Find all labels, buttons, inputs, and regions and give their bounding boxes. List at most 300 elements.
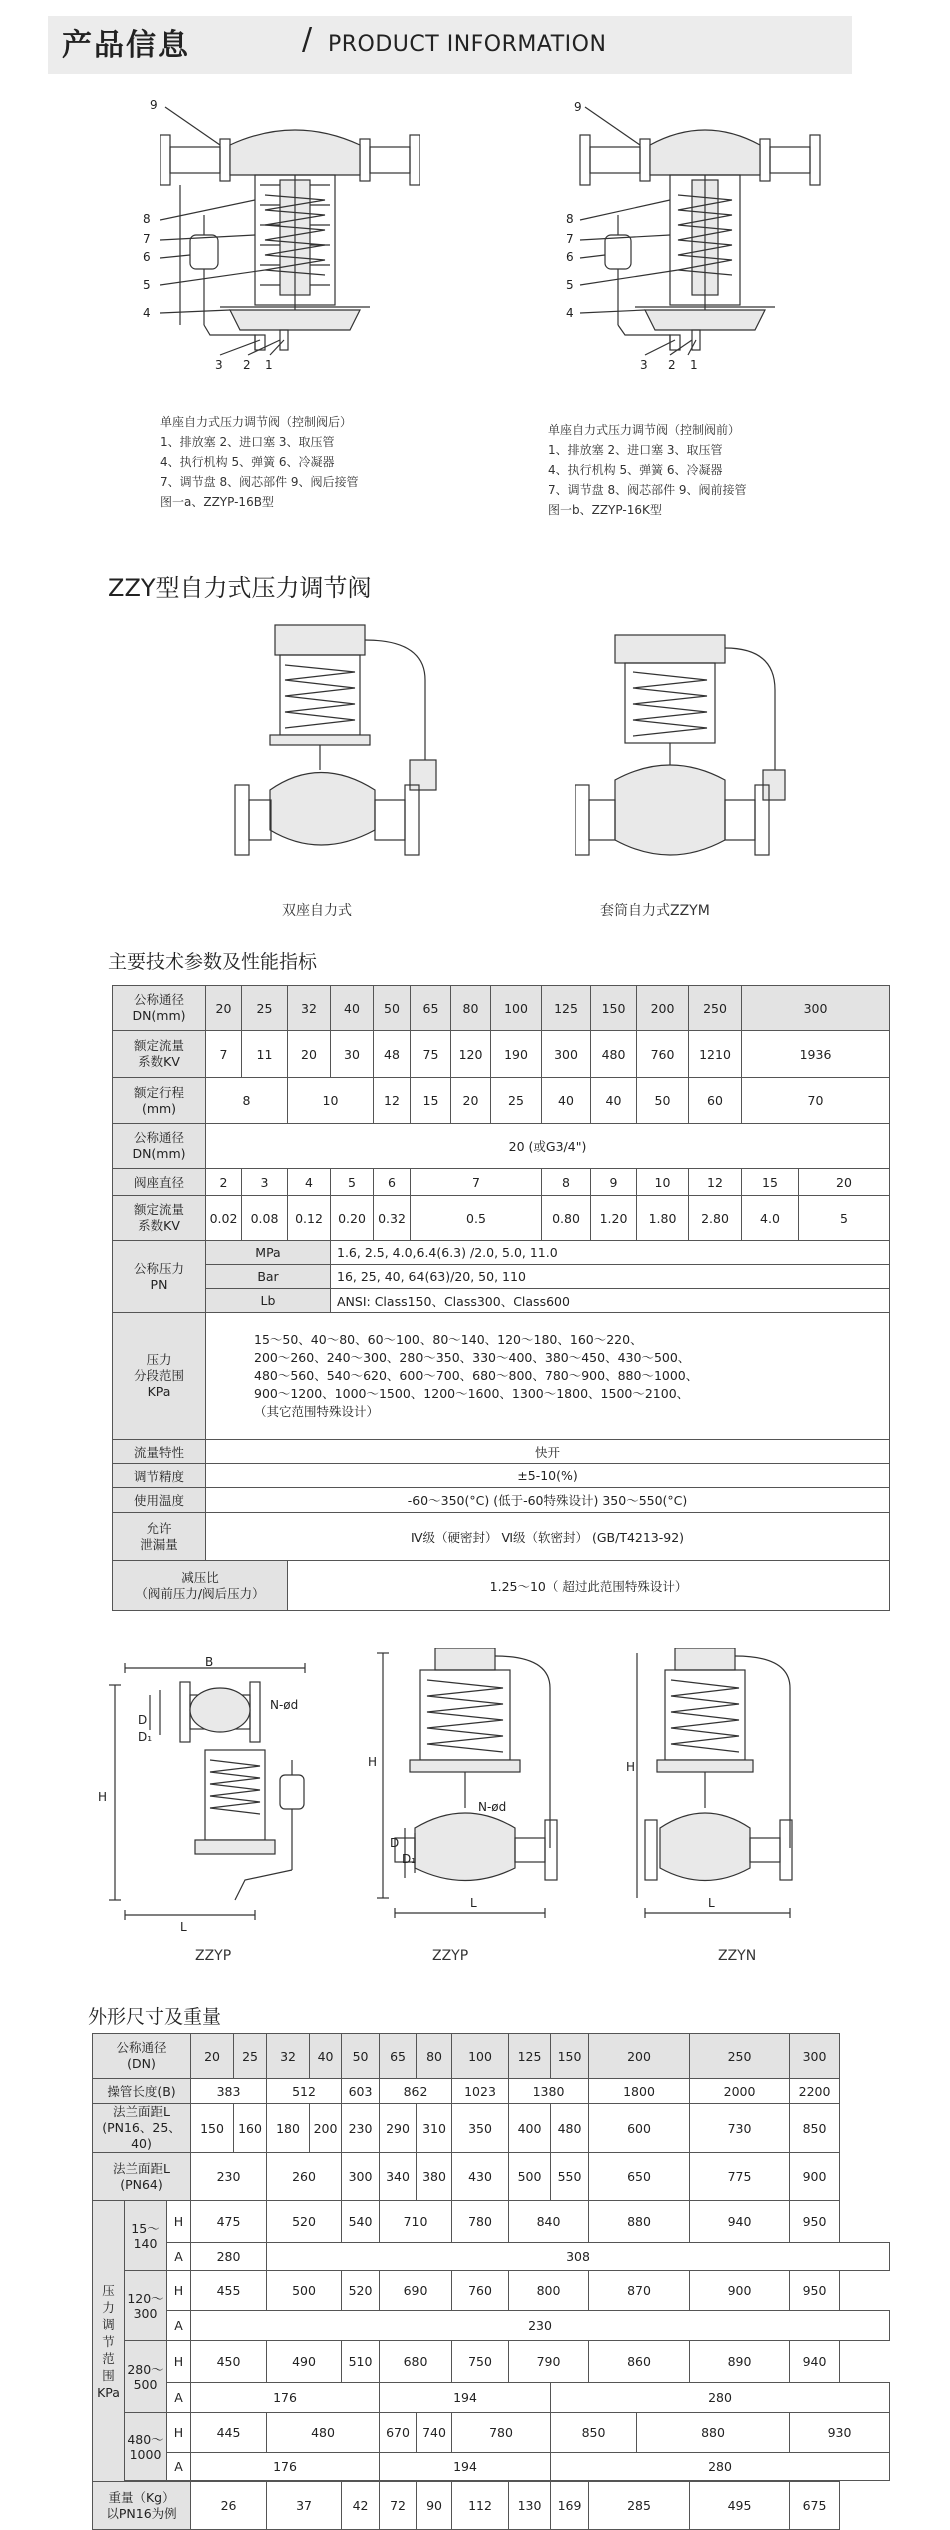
spec-leak-value: Ⅳ级（硬密封） Ⅵ级（软密封） (GB/T4213-92): [206, 1513, 890, 1561]
spec-pn-value: ANSI: Class150、Class300、Class600: [331, 1289, 890, 1313]
spec-row-temp: [113, 1488, 890, 1513]
dim-mark-nd: N-ød: [270, 1698, 299, 1712]
double-seat-valve-image: [225, 620, 445, 890]
dim-dn-cell: 250: [690, 2034, 790, 2079]
callout-2-a: 2: [243, 358, 251, 372]
callout-7-a: 7: [143, 232, 151, 246]
dim-kpa-label: 压 力 调 节 范 围 KPa: [93, 2201, 125, 2482]
dim-w-cell: 37: [267, 2482, 342, 2530]
spec-row-pn-bar: [113, 1265, 890, 1289]
spec-seat-cell: 8: [542, 1169, 591, 1196]
spec-kv-cell: 120: [451, 1031, 491, 1078]
callout-3-b: 3: [640, 358, 648, 372]
spec-kv2-cell: 0.08: [242, 1196, 288, 1241]
dim-a-cell: 280: [551, 2383, 890, 2413]
dim-row-b: [93, 2079, 890, 2104]
spec-kv-cell: 11: [242, 1031, 288, 1078]
spec-range-line: 15～50、40～80、60～100、80～140、120～180、160～220、: [254, 1332, 643, 1347]
dim-l64-cell: 340: [380, 2153, 417, 2201]
dim-h-cell: 940: [790, 2341, 840, 2383]
callout-9-a: 9: [150, 98, 158, 112]
dim-a-cell: 176: [191, 2453, 380, 2481]
dim-h-cell: 780: [452, 2201, 509, 2243]
dim-a-tag: A: [167, 2243, 191, 2271]
caption-line: 7、调节盘 8、阀芯部件 9、阀后接管: [160, 475, 359, 489]
dim-l16-cell: 850: [790, 2104, 840, 2153]
dim-w-cell: 90: [417, 2482, 452, 2530]
spec-stroke-cell: 8: [206, 1078, 288, 1124]
dim-dn-cell: 20: [191, 2034, 234, 2079]
caption-line: 4、执行机构 5、弹簧 6、冷凝器: [548, 463, 723, 477]
spec-stroke-cell: 70: [742, 1078, 890, 1124]
spec-flow-label: 流量特性: [113, 1440, 206, 1464]
spec-kv2-cell: 0.80: [542, 1196, 591, 1241]
spec-row-stroke: [113, 1078, 890, 1124]
dim-l16-cell: 290: [380, 2104, 417, 2153]
dim-mark-l: L: [708, 1896, 715, 1910]
caption-line: 1、排放塞 2、进口塞 3、取压管: [548, 443, 723, 457]
spec-stroke-cell: 40: [542, 1078, 591, 1124]
spec-dn-cell: 25: [242, 986, 288, 1031]
dim-h-cell: 750: [452, 2341, 509, 2383]
dimension-drawing-zzyp-2: [375, 1648, 605, 1938]
dim-h-cell: 850: [551, 2413, 637, 2453]
dim-w-cell: 495: [690, 2482, 790, 2530]
dim-l16-cell: 310: [417, 2104, 452, 2153]
dim-w-cell: 169: [551, 2482, 589, 2530]
dim-h-cell: 860: [589, 2341, 690, 2383]
dim-h-cell: 940: [690, 2201, 790, 2243]
dim-a-cell: 194: [380, 2453, 551, 2481]
dim-l64-cell: 650: [589, 2153, 690, 2201]
dim-row-r2-h: [93, 2271, 890, 2311]
spec-pn-unit: MPa: [206, 1241, 331, 1265]
spec-kv-label: 额定流量 系数KV: [113, 1031, 206, 1078]
spec-leak-label: 允许 泄漏量: [113, 1513, 206, 1561]
dim-a-cell: 280: [551, 2453, 890, 2481]
spec-stroke-cell: 20: [451, 1078, 491, 1124]
dim-title: 外形尺寸及重量: [88, 2006, 222, 2028]
spec-kv2-cell: 5: [799, 1196, 890, 1241]
spec-ratio-label: 减压比 （阀前压力/阀后压力）: [113, 1561, 288, 1611]
dim-l64-cell: 300: [342, 2153, 380, 2201]
dim-dn-cell: 25: [234, 2034, 267, 2079]
photo-label-double-seat: 双座自力式: [282, 903, 352, 919]
dim-h-cell: 880: [637, 2413, 790, 2453]
dim-w-cell: 130: [509, 2482, 551, 2530]
dim-dn-cell: 125: [509, 2034, 551, 2079]
spec-dn-cell: 250: [689, 986, 742, 1031]
spec-kv2-cell: 0.12: [288, 1196, 331, 1241]
spec-dn-cell: 50: [374, 986, 411, 1031]
dim-h-tag: H: [167, 2271, 191, 2311]
dim-h-cell: 480: [267, 2413, 380, 2453]
callout-1-b: 1: [690, 358, 698, 372]
drawing-label-zzyp-2: ZZYP: [432, 1948, 469, 1964]
spec-range-line: 200～260、240～300、280～350、330～400、380～450、430～500、: [254, 1350, 691, 1365]
dim-a-cell: 194: [380, 2383, 551, 2413]
dim-mark-d: D: [390, 1836, 400, 1850]
callout-4-a: 4: [143, 306, 151, 320]
dim-a-cell: 280: [191, 2243, 267, 2271]
spec-seat-cell: 15: [742, 1169, 799, 1196]
dim-l64-cell: 900: [790, 2153, 840, 2201]
header-title-cn: 产品信息: [62, 28, 190, 63]
callout-3-a: 3: [215, 358, 223, 372]
spec-row-pn-lb: [113, 1289, 890, 1313]
spec-row-leak: [113, 1513, 890, 1561]
callout-5-a: 5: [143, 278, 151, 292]
dim-h-cell: 490: [267, 2341, 342, 2383]
drawing-label-zzyn: ZZYN: [718, 1948, 757, 1964]
spec-kv2-cell: 1.20: [591, 1196, 637, 1241]
spec-seat-cell: 6: [374, 1169, 411, 1196]
spec-dn-cell: 150: [591, 986, 637, 1031]
spec-dn-cell: 125: [542, 986, 591, 1031]
dim-b-cell: 1380: [509, 2079, 589, 2104]
callout-2-b: 2: [668, 358, 676, 372]
dim-b-cell: 383: [191, 2079, 267, 2104]
callout-7-b: 7: [566, 232, 574, 246]
dimension-drawing-zzyn: [635, 1648, 835, 1938]
spec-stroke-cell: 40: [591, 1078, 637, 1124]
dim-h-cell: 690: [380, 2271, 452, 2311]
dim-mark-h: H: [98, 1790, 108, 1804]
spec-stroke-cell: 15: [411, 1078, 451, 1124]
dim-row-r3-h: [93, 2341, 890, 2383]
spec-kv-cell: 300: [542, 1031, 591, 1078]
spec-row-kv2: [113, 1196, 890, 1241]
dim-h-cell: 510: [342, 2341, 380, 2383]
dim-dn-cell: 80: [417, 2034, 452, 2079]
dim-l16-cell: 480: [551, 2104, 589, 2153]
figure-a-caption: [160, 412, 359, 512]
spec-dn2-value: 20 (或G3/4"): [206, 1124, 890, 1169]
dim-h-cell: 870: [589, 2271, 690, 2311]
spec-kv2-cell: 0.02: [206, 1196, 242, 1241]
dim-dn-label: 公称通径 (DN): [93, 2034, 191, 2079]
spec-dn-cell: 100: [491, 986, 542, 1031]
spec-flow-value: 快开: [206, 1440, 890, 1464]
spec-temp-label: 使用温度: [113, 1488, 206, 1513]
dim-h-cell: 500: [267, 2271, 342, 2311]
spec-table: [112, 985, 890, 1611]
spec-title: 主要技术参数及性能指标: [108, 951, 318, 973]
spec-dn-cell: 200: [637, 986, 689, 1031]
dim-h-cell: 900: [690, 2271, 790, 2311]
dim-h-cell: 780: [452, 2413, 551, 2453]
dim-b-cell: 1023: [452, 2079, 509, 2104]
dim-w-cell: 42: [342, 2482, 380, 2530]
dim-row-l16: [93, 2104, 890, 2153]
dim-h-cell: 930: [790, 2413, 890, 2453]
dim-dn-cell: 40: [310, 2034, 342, 2079]
dim-mark-d: D: [138, 1713, 148, 1727]
spec-seat-cell: 12: [689, 1169, 742, 1196]
spec-seat-cell: 10: [637, 1169, 689, 1196]
dim-l64-cell: 775: [690, 2153, 790, 2201]
dim-h-tag: H: [167, 2341, 191, 2383]
dim-h-cell: 520: [342, 2271, 380, 2311]
dim-h-cell: 680: [380, 2341, 452, 2383]
dim-l16-cell: 350: [452, 2104, 509, 2153]
spec-dn-cell: 300: [742, 986, 890, 1031]
callout-6-a: 6: [143, 250, 151, 264]
dim-dn-cell: 50: [342, 2034, 380, 2079]
valve-section-drawing-a: [160, 95, 420, 395]
dim-mark-h: H: [626, 1760, 636, 1774]
spec-row-pn-mpa: [113, 1241, 890, 1265]
spec-stroke-cell: 60: [689, 1078, 742, 1124]
spec-kv2-cell: 1.80: [637, 1196, 689, 1241]
dim-row-l64: [93, 2153, 890, 2201]
dim-a-tag: A: [167, 2383, 191, 2413]
callout-5-b: 5: [566, 278, 574, 292]
spec-acc-value: ±5-10(%): [206, 1464, 890, 1488]
dim-b-cell: 1800: [589, 2079, 690, 2104]
dim-w-cell: 112: [452, 2482, 509, 2530]
callout-4-b: 4: [566, 306, 574, 320]
spec-pn-unit: Bar: [206, 1265, 331, 1289]
caption-line: 单座自力式压力调节阀（控制阀后）: [160, 415, 353, 429]
dim-dn-cell: 300: [790, 2034, 840, 2079]
spec-kv-cell: 480: [591, 1031, 637, 1078]
dim-l64-cell: 260: [267, 2153, 342, 2201]
dim-l64-label: 法兰面距L (PN64): [93, 2153, 191, 2201]
dim-l64-cell: 230: [191, 2153, 267, 2201]
dim-row-r4-a: [93, 2453, 890, 2481]
spec-dn-cell: 20: [206, 986, 242, 1031]
dim-row-r4-h: [93, 2413, 890, 2453]
spec-pn-value: 1.6, 2.5, 4.0,6.4(6.3) /2.0, 5.0, 11.0: [331, 1241, 890, 1265]
spec-seat-cell: 20: [799, 1169, 890, 1196]
caption-line: 图一b、ZZYP-16K型: [548, 503, 662, 517]
spec-seat-cell: 9: [591, 1169, 637, 1196]
dim-row-r2-a: [93, 2311, 890, 2341]
dim-b-cell: 512: [267, 2079, 342, 2104]
dim-w-cell: 26: [191, 2482, 267, 2530]
callout-1-a: 1: [265, 358, 273, 372]
dimension-table: [92, 2033, 890, 2530]
spec-kv-cell: 1936: [742, 1031, 890, 1078]
spec-pn-value: 16, 25, 40, 64(63)/20, 50, 110: [331, 1265, 890, 1289]
dim-l64-cell: 430: [452, 2153, 509, 2201]
dim-w-cell: 675: [790, 2482, 840, 2530]
spec-temp-value: -60～350(°C) (低于-60特殊设计) 350～550(°C): [206, 1488, 890, 1513]
spec-seat-cell: 3: [242, 1169, 288, 1196]
dim-h-tag: H: [167, 2201, 191, 2243]
dim-range-label: 480～ 1000: [125, 2413, 167, 2481]
spec-kv2-cell: 0.20: [331, 1196, 374, 1241]
dim-row-r3-a: [93, 2383, 890, 2413]
dim-h-cell: 670: [380, 2413, 417, 2453]
spec-dn-cell: 32: [288, 986, 331, 1031]
dim-h-cell: 760: [452, 2271, 509, 2311]
dim-mark-d1: D₁: [138, 1730, 153, 1744]
dim-h-cell: 950: [790, 2201, 840, 2243]
dim-l64-cell: 550: [551, 2153, 589, 2201]
dim-h-cell: 800: [509, 2271, 589, 2311]
spec-row-dn: [113, 986, 890, 1031]
spec-row-ratio: [113, 1561, 890, 1611]
callout-9-b: 9: [574, 100, 582, 114]
spec-kv-cell: 30: [331, 1031, 374, 1078]
spec-kv-cell: 48: [374, 1031, 411, 1078]
caption-line: 4、执行机构 5、弹簧 6、冷凝器: [160, 455, 335, 469]
photo-label-sleeve: 套筒自力式ZZYM: [600, 903, 710, 919]
spec-seat-cell: 7: [411, 1169, 542, 1196]
spec-kv2-label: 额定流量 系数KV: [113, 1196, 206, 1241]
callout-8-b: 8: [566, 212, 574, 226]
spec-pn-unit: Lb: [206, 1289, 331, 1313]
header-title-en: PRODUCT INFORMATION: [328, 32, 607, 57]
drawing-label-zzyp-1: ZZYP: [195, 1948, 232, 1964]
dim-h-cell: 540: [342, 2201, 380, 2243]
spec-dn-cell: 80: [451, 986, 491, 1031]
spec-range-value: [206, 1313, 890, 1440]
spec-kv-cell: 20: [288, 1031, 331, 1078]
dim-mark-l: L: [470, 1896, 477, 1910]
dim-h-cell: 475: [191, 2201, 267, 2243]
dim-row-dn: [93, 2034, 890, 2079]
dim-l16-cell: 200: [310, 2104, 342, 2153]
dim-l16-cell: 600: [589, 2104, 690, 2153]
caption-line: 1、排放塞 2、进口塞 3、取压管: [160, 435, 335, 449]
dim-a-cell: 176: [191, 2383, 380, 2413]
dim-l16-label: 法兰面距L (PN16、25、40): [93, 2104, 191, 2153]
spec-kv2-cell: 0.32: [374, 1196, 411, 1241]
dim-row-weight: [93, 2482, 890, 2530]
spec-kv2-cell: 4.0: [742, 1196, 799, 1241]
section-title: ZZY型自力式压力调节阀: [108, 574, 372, 602]
dim-a-cell: 308: [267, 2243, 890, 2271]
dim-h-cell: 450: [191, 2341, 267, 2383]
spec-range-label: 压力 分段范围 KPa: [113, 1313, 206, 1440]
spec-row-kv: [113, 1031, 890, 1078]
spec-ratio-value: 1.25～10（ 超过此范围特殊设计）: [288, 1561, 890, 1611]
dim-b-cell: 2000: [690, 2079, 790, 2104]
dim-h-cell: 445: [191, 2413, 267, 2453]
caption-line: 图一a、ZZYP-16B型: [160, 495, 274, 509]
dim-mark-l: L: [180, 1920, 187, 1934]
dim-mark-nd: N-ød: [478, 1800, 507, 1814]
figure-b-caption: [548, 420, 747, 520]
sleeve-valve-image: [575, 630, 795, 890]
dim-l16-cell: 730: [690, 2104, 790, 2153]
spec-dn2-label: 公称通径 DN(mm): [113, 1124, 206, 1169]
spec-pn-label: 公称压力 PN: [113, 1241, 206, 1313]
spec-range-line: （其它范围特殊设计）: [254, 1404, 380, 1419]
spec-kv-cell: 7: [206, 1031, 242, 1078]
dim-range-label: 120～ 300: [125, 2271, 167, 2341]
dim-h-cell: 710: [380, 2201, 452, 2243]
dim-l16-cell: 180: [267, 2104, 310, 2153]
spec-range-line: 900～1200、1000～1500、1200～1600、1300～1800、1500～2100、: [254, 1386, 690, 1401]
spec-kv-cell: 190: [491, 1031, 542, 1078]
callout-6-b: 6: [566, 250, 574, 264]
dim-l16-cell: 400: [509, 2104, 551, 2153]
spec-row-dn2: [113, 1124, 890, 1169]
dim-h-tag: H: [167, 2413, 191, 2453]
dim-l64-cell: 380: [417, 2153, 452, 2201]
dimension-drawing-zzyp-1: [95, 1660, 335, 1940]
spec-stroke-cell: 12: [374, 1078, 411, 1124]
dim-b-label: 操管长度(B): [93, 2079, 191, 2104]
spec-kv2-cell: 2.80: [689, 1196, 742, 1241]
spec-stroke-label: 额定行程 (mm): [113, 1078, 206, 1124]
dim-b-cell: 2200: [790, 2079, 840, 2104]
spec-stroke-cell: 25: [491, 1078, 542, 1124]
dim-a-tag: A: [167, 2311, 191, 2341]
dim-a-tag: A: [167, 2453, 191, 2481]
dim-h-cell: 740: [417, 2413, 452, 2453]
spec-row-flow: [113, 1440, 890, 1464]
spec-seat-cell: 5: [331, 1169, 374, 1196]
dim-h-cell: 890: [690, 2341, 790, 2383]
spec-row-seat: [113, 1169, 890, 1196]
spec-dn-cell: 65: [411, 986, 451, 1031]
spec-dn-label: 公称通径 DN(mm): [113, 986, 206, 1031]
dim-dn-cell: 100: [452, 2034, 509, 2079]
dim-b-cell: 862: [380, 2079, 452, 2104]
dim-dn-cell: 32: [267, 2034, 310, 2079]
dim-h-cell: 790: [509, 2341, 589, 2383]
spec-range-line: 480～560、540～620、600～700、680～800、780～900、880～1000、: [254, 1368, 699, 1383]
spec-seat-cell: 2: [206, 1169, 242, 1196]
spec-kv-cell: 760: [637, 1031, 689, 1078]
dim-mark-h: H: [368, 1755, 378, 1769]
dim-a-cell: 230: [191, 2311, 890, 2341]
dim-row-r1-a: [93, 2243, 890, 2271]
dim-dn-cell: 150: [551, 2034, 589, 2079]
spec-dn-cell: 40: [331, 986, 374, 1031]
dim-h-cell: 520: [267, 2201, 342, 2243]
dim-h-cell: 880: [589, 2201, 690, 2243]
spec-stroke-cell: 50: [637, 1078, 689, 1124]
dim-range-label: 280～ 500: [125, 2341, 167, 2413]
spec-acc-label: 调节精度: [113, 1464, 206, 1488]
dim-h-cell: 950: [790, 2271, 840, 2311]
caption-line: 单座自力式压力调节阀（控制阀前）: [548, 423, 741, 437]
dim-l16-cell: 230: [342, 2104, 380, 2153]
spec-kv2-cell: 0.5: [411, 1196, 542, 1241]
dim-l64-cell: 500: [509, 2153, 551, 2201]
valve-section-drawing-b: [570, 95, 830, 395]
spec-seat-label: 阀座直径: [113, 1169, 206, 1196]
spec-seat-cell: 4: [288, 1169, 331, 1196]
dim-w-cell: 285: [589, 2482, 690, 2530]
spec-stroke-cell: 10: [288, 1078, 374, 1124]
dim-w-label: 重量（Kg） 以PN16为例: [93, 2482, 191, 2530]
dim-dn-cell: 65: [380, 2034, 417, 2079]
dim-row-r1-h: [93, 2201, 890, 2243]
dim-dn-cell: 200: [589, 2034, 690, 2079]
spec-row-range: [113, 1313, 890, 1440]
spec-kv-cell: 75: [411, 1031, 451, 1078]
dim-range-label: 15～ 140: [125, 2201, 167, 2271]
dim-l16-cell: 160: [234, 2104, 267, 2153]
header-slash: /: [302, 22, 313, 57]
dim-h-cell: 840: [509, 2201, 589, 2243]
spec-row-acc: [113, 1464, 890, 1488]
dim-mark-b: B: [205, 1655, 214, 1669]
callout-8-a: 8: [143, 212, 151, 226]
dim-mark-d1: D₁: [402, 1852, 417, 1866]
caption-line: 7、调节盘 8、阀芯部件 9、阀前接管: [548, 483, 747, 497]
dim-h-cell: 455: [191, 2271, 267, 2311]
dim-w-cell: 72: [380, 2482, 417, 2530]
dim-b-cell: 603: [342, 2079, 380, 2104]
